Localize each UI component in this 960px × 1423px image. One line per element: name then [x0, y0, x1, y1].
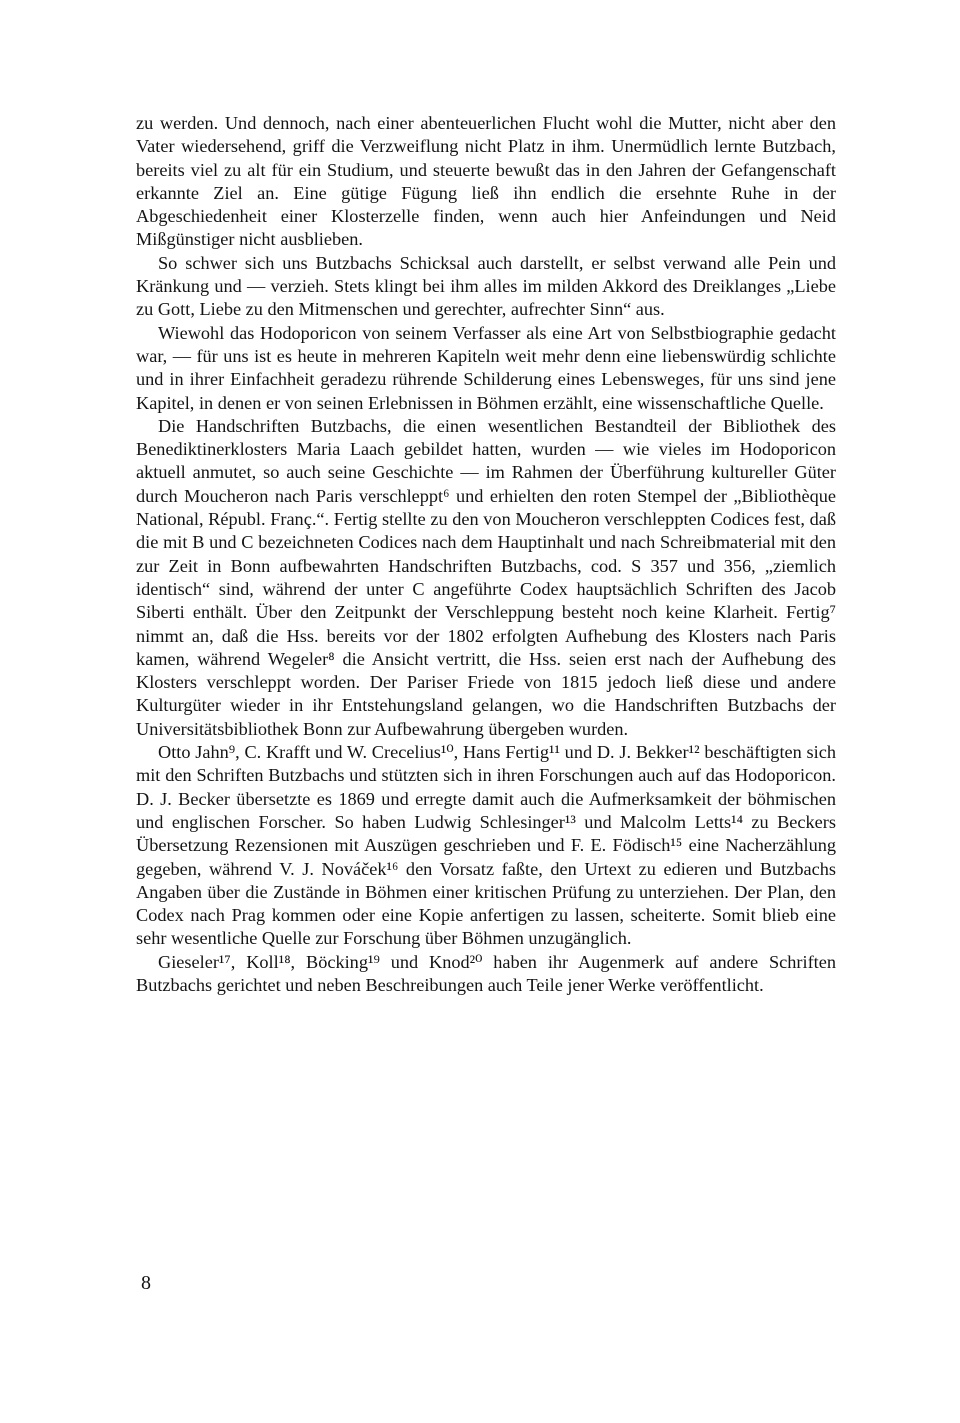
paragraph: So schwer sich uns Butzbachs Schicksal auch darstellt, er selbst verwand alle Pein und Kränkung und — verzieh. Stets klingt bei ihm alles im milden Akkord des Dreiklanges „Liebe zu Gott, Liebe zu den Mitmenschen und gerechter, aufrechter Sinn“ aus.	[136, 252, 836, 320]
paragraph: Die Handschriften Butzbachs, die einen wesentlichen Bestandteil der Bibliothek des Benediktinerklosters Maria Laach gebildet hatten, wurden — wie vieles im Hodoporicon aktuell anmutet, so auch seine Geschichte — im Rahmen der Überführung kultureller Güter durch Moucheron nach Paris verschleppt⁶ und erhielten den roten Stempel der „Bibliothèque National, Républ. Franç.“. Fertig stellte zu den von Moucheron verschleppten Codices fest, daß die mit B und C bezeichneten Codices nach dem Hauptinhalt und nach Schreibmaterial mit den zur Zeit in Bonn aufbewahrten Handschriften Butzbachs, cod. S 357 und 356, „ziemlich identisch“ sind, während der unter C angeführte Codex hauptsächlich Schriften des Jacob Siberti enthält. Über den Zeitpunkt der Verschleppung besteht noch keine Klarheit. Fertig⁷ nimmt an, daß die Hss. bereits vor der 1802 erfolgten Aufhebung des Klosters nach Paris kamen, während Wegeler⁸ die Ansicht vertritt, die Hss. seien erst nach der Aufhebung des Klosters verschleppt worden. Der Pariser Friede von 1815 jedoch ließ diese und andere Kulturgüter wieder in ihr Entstehungsland gelangen, wo die Handschriften Butzbachs der Universitätsbibliothek Bonn zur Aufbewahrung übergeben wurden.	[136, 415, 836, 739]
page-body	[136, 112, 836, 997]
page-number: 8	[141, 1272, 151, 1294]
paragraph: Otto Jahn⁹, C. Krafft und W. Crecelius¹⁰, Hans Fertig¹¹ und D. J. Bekker¹² beschäftigten sich mit den Schriften Butzbachs und stützten sich in ihren Forschungen auch auf das Hodoporicon. D. J. Becker übersetzte es 1869 und erregte damit auch die Aufmerksamkeit der böhmischen und englischen Forscher. So haben Ludwig Schlesinger¹³ und Malcolm Letts¹⁴ zu Beckers Übersetzung Rezensionen mit Auszügen geschrieben und F. E. Födisch¹⁵ eine Nacherzählung gegeben, während V. J. Nováček¹⁶ den Vorsatz faßte, den Urtext zu edieren und Butzbachs Angaben über die Zustände in Böhmen einer kritischen Prüfung zu unterziehen. Der Plan, den Codex nach Prag kommen oder eine Kopie anfertigen zu lassen, scheiterte. Somit blieb eine sehr wesentliche Quelle zur Forschung über Böhmen unzugänglich.	[136, 742, 836, 949]
paragraph: Gieseler¹⁷, Koll¹⁸, Böcking¹⁹ und Knod²⁰ haben ihr Augenmerk auf andere Schriften Butzbachs gerichtet und neben Beschreibungen auch Teile jener Werke veröffentlicht.	[136, 951, 836, 995]
paragraph: zu werden. Und dennoch, nach einer abenteuerlichen Flucht wohl die Mutter, nicht aber den Vater wiedersehend, griff die Verzweiflung nicht Platz in ihm. Unermüdlich lernte Butzbach, bereits viel zu alt für ein Studium, und steuerte bewußt das in den Jahren der Gefangenschaft erkannte Ziel an. Eine gütige Fügung ließ ihn endlich die ersehnte Ruhe in der Abgeschiedenheit einer Klosterzelle finden, wenn auch hier Anfeindungen und Neid Mißgünstiger nicht ausblieben.	[136, 113, 836, 250]
paragraph: Wiewohl das Hodoporicon von seinem Verfasser als eine Art von Selbstbiographie gedacht war, — für uns ist es heute in mehreren Kapiteln weit mehr denn eine liebenswürdig schlichte und in ihrer Einfachheit geradezu rührende Schilderung eines Lebensweges, für uns sind jene Kapitel, in denen er von seinen Erlebnissen in Böhmen erzählt, eine wissenschaftliche Quelle.	[136, 322, 836, 413]
